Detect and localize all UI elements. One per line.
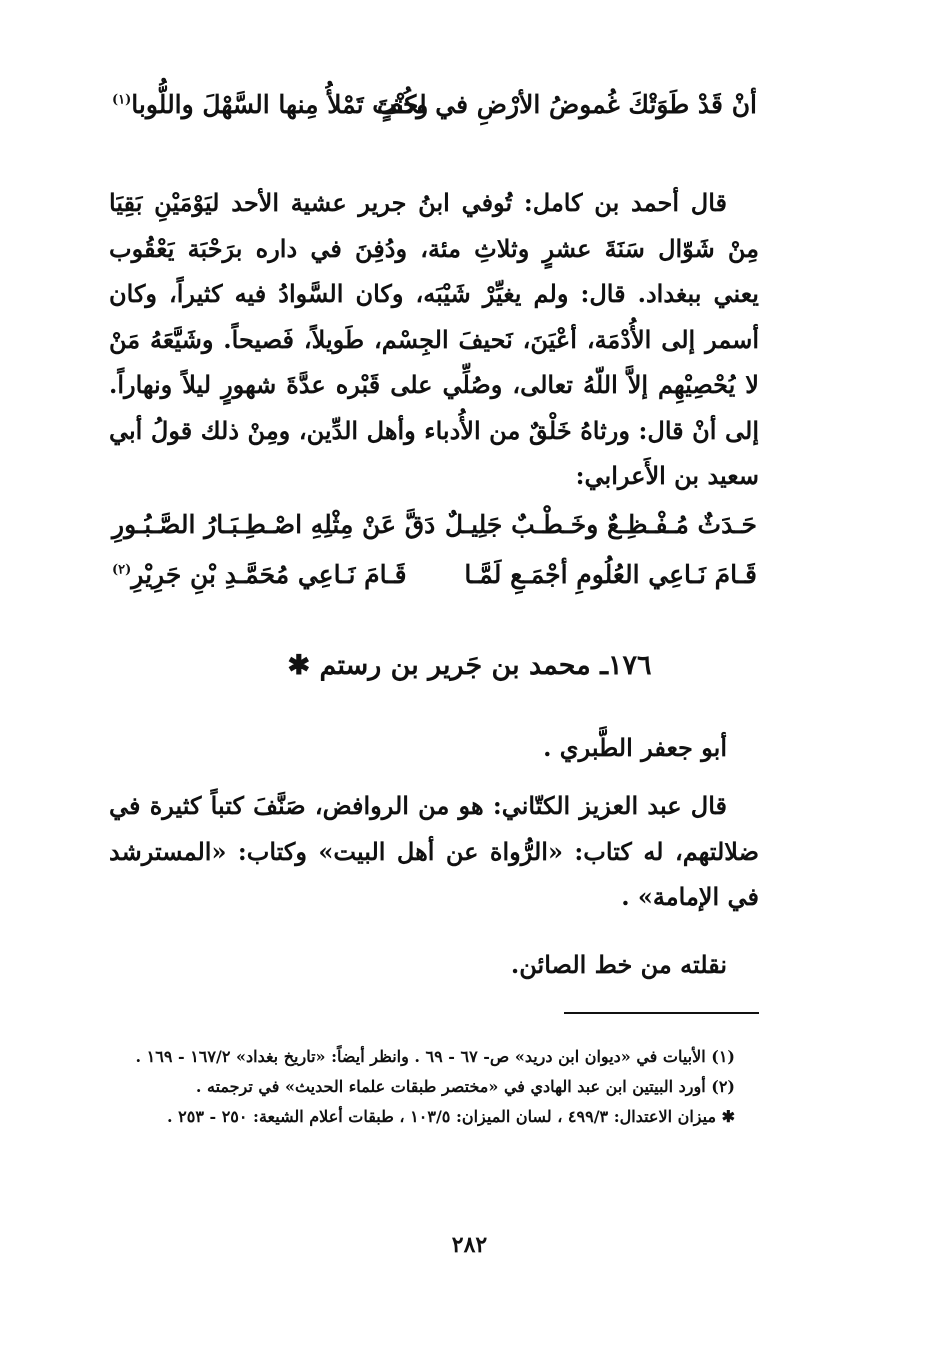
footnote-star: ✱ ميزان الاعتدال: ٤٩٩/٣ ، لسان الميزان: ١٠٣/٥ ، طبقات أعلام الشيعة: ٢٥٠ - ٢٥٣ .: [166, 1107, 735, 1126]
footnote-2: (٢) أورد البيتين ابن عبد الهادي في «مختصر طبقات علماء الحديث» في ترجمته .: [195, 1077, 735, 1096]
paragraph-source-note: نقلته من خط الصائن.: [510, 950, 727, 979]
footnote-marker: (١): [112, 92, 132, 108]
footnote-divider: [564, 1012, 759, 1014]
page-number: ٢٨٢: [451, 1232, 488, 1258]
verse-top-right-hemistich: أنْ قَدْ طَوَتْكَ غُموضُ الأرْضِ في لحفٍ: [376, 90, 757, 119]
paragraph-kattani: قال عبد العزيز الكتّاني: هو من الروافض، صَنَّفَ كتباً كثيرة في ضلالتهم، له كتاب: «الرُّواة عن أهل البيت» وكتاب: «المسترشد في الإمامة» .: [109, 791, 759, 911]
footnotes: [59, 1042, 759, 1132]
entry-kunya: أبو جعفر الطَّبري .: [543, 733, 727, 762]
elegy-verse-2-left: قَـامَ نَـاعِي مُحَمَّـدِ بْنِ جَرِيْرِ$^{(٢)}$: [112, 560, 407, 589]
elegy-verse-2-right: قَـامَ نَـاعِي العُلُومِ أجْمَـعِ لَمَّـا: [464, 560, 757, 589]
paragraph-death-report: قال أحمد بن كامل: تُوفي ابنُ جرير عشية الأحد ليَوْمَيْنِ بَقِيَا مِنْ شَوّال سَنَةَ عشرٍ وثلاثِ مئة، ودُفِنَ في داره برَحْبَة يَعْقُوب يعني ببغداد. قال: ولم يغيِّرْ شَيْبَه، وكان السَّوادُ فيه كثيراً، وكان أسمر إلى الأُدْمَة، أعْيَنَ، نَحيفَ الجِسْم، طَويلاً، فَصيحاً. وشَيَّعَهُ مَنْ لا يُحْصِيْهِم إلاَّ اللّهُ تعالى، وصُلِّي على قَبْره عدَّةَ شهورٍ ليلاً ونهاراً. إلى أنْ قال: ورثاهُ خَلْقٌ من الأُدباء وأهل الدِّين، ومِنْ ذلك قولُ أبي سعيد بن الأَعرابي:: [109, 188, 759, 490]
footnote-1: (١) الأبيات في «ديوان ابن دريد» ص- ٦٧ - ٦٩ . وانظر أيضاً: «تاريخ بغداد» ١٦٧/٢ - ١٦٩ .: [135, 1047, 735, 1066]
elegy-verse-1-left: دَقَّ عَنْ مِثْلِهِ اصْـطِـبَـارُ الصَّـبُـورِ: [112, 510, 436, 539]
footnote-marker: (٢): [112, 562, 132, 578]
verse-top-left-hemistich: وكُنْتَ تَمْلأُ مِنها السَّهْلَ واللُّوبا$^{(١)}$: [112, 90, 429, 119]
entry-heading: ١٧٦ـ محمد بن جَرير بن رستم ✱: [287, 650, 652, 681]
elegy-verse-1-right: حَـدَثٌ مُـفْـظِـعٌ وخَـطْـبٌ جَلِيـلٌ: [444, 510, 757, 539]
